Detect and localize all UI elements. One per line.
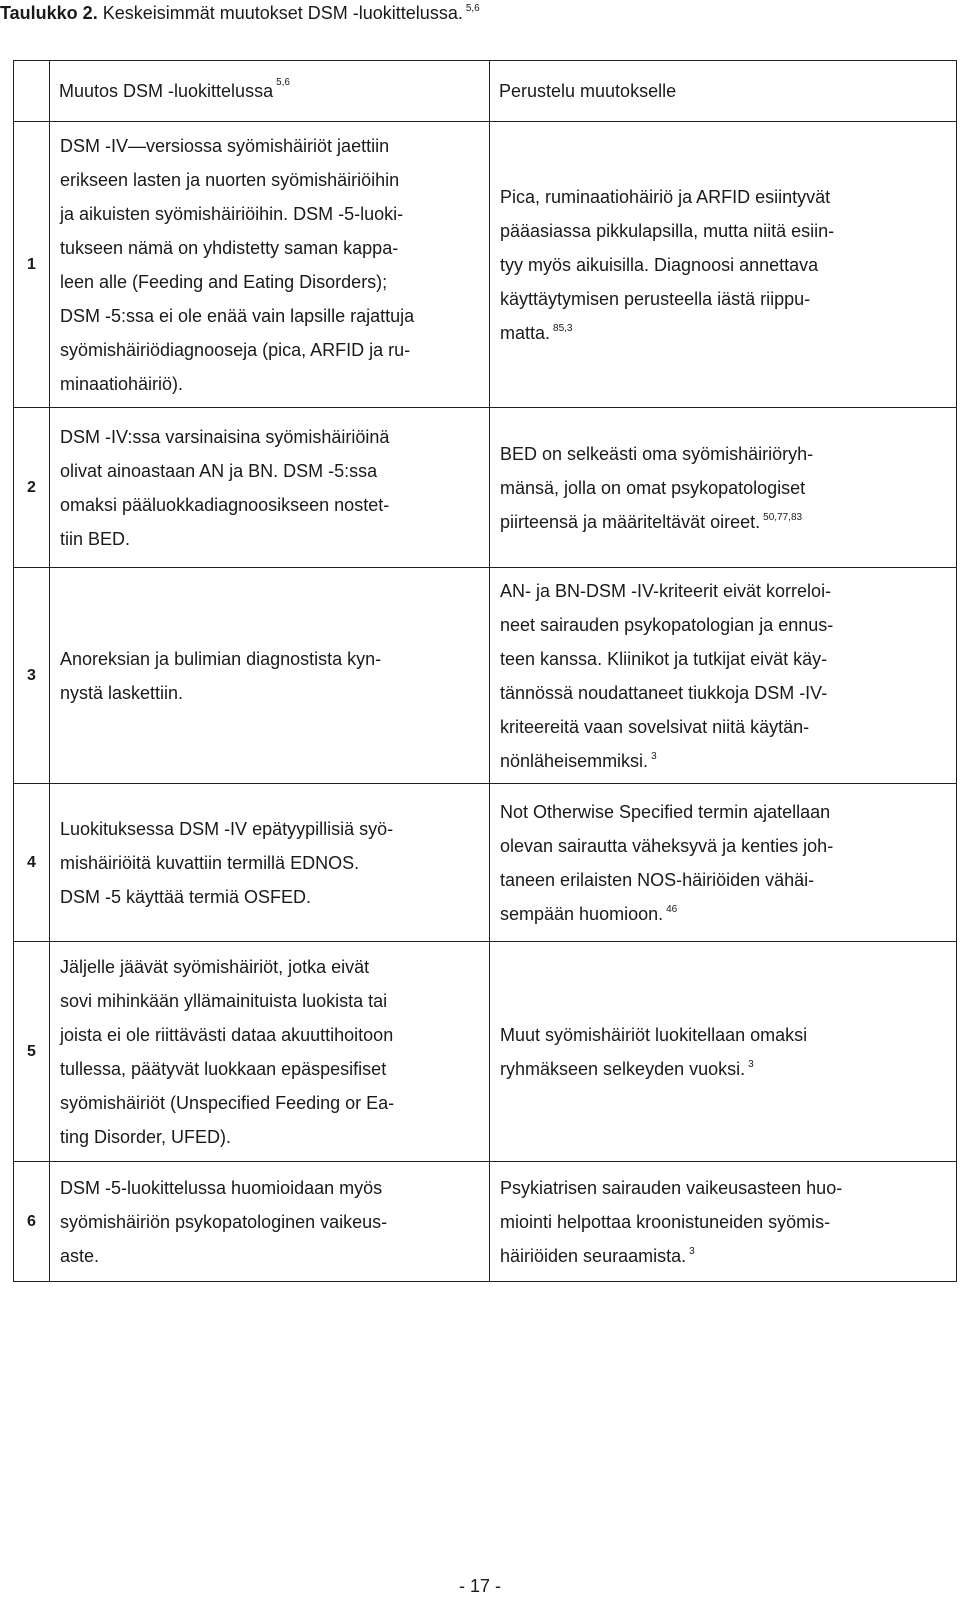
table-row: [14, 408, 957, 568]
reason-reference: 50,77,83: [763, 511, 803, 523]
table-row: [14, 942, 957, 1162]
header-reason-label: Perustelu muutokselle: [499, 80, 677, 101]
change-text: Jäljelle jäävät syömishäiriöt, jotka eivät sovi mihinkään yllämainituista luokista tai joista ei ole riittävästi dataa akuuttihoitoon tullessa, päätyvät luokkaan epäspesifiset syömishäiriöt (Unspecified Feeding or Ea- ting Disorder, UFED).: [60, 956, 395, 1147]
table-row: [14, 1162, 957, 1282]
header-change-reference: 5,6: [276, 76, 290, 88]
change-cell: [50, 1162, 490, 1282]
header-number-cell: [14, 61, 50, 122]
reason-text: BED on selkeästi oma syömishäiriöryh- mänsä, jolla on omat psykopatologiset piirteensä ja määriteltävät oireet.: [500, 443, 814, 532]
row-number: 4: [14, 784, 50, 942]
change-text: Anoreksian ja bulimian diagnostista kyn- nystä laskettiin.: [60, 648, 382, 703]
header-reason-cell: [490, 61, 957, 122]
table-header-row: [14, 61, 957, 122]
table-row: [14, 568, 957, 784]
page-number: - 17 -: [458, 1576, 501, 1596]
dsm-changes-table: [13, 60, 957, 1282]
reason-text: Muut syömishäiriöt luokitellaan omaksi ryhmäkseen selkeyden vuoksi.: [500, 1024, 808, 1079]
row-number: 6: [14, 1162, 50, 1282]
change-text: DSM -IV:ssa varsinaisina syömishäiriöinä olivat ainoastaan AN ja BN. DSM -5:ssa omaksi pääluokkadiagnoosikseen nostet- tiin BED.: [60, 426, 390, 549]
table-caption: [0, 0, 480, 26]
table-row: [14, 122, 957, 408]
reason-cell: [490, 784, 957, 942]
header-change-label: Muutos DSM -luokittelussa: [59, 80, 274, 101]
reason-reference: 3: [651, 750, 657, 762]
change-cell: [50, 784, 490, 942]
reason-cell: [490, 568, 957, 784]
row-number: 5: [14, 942, 50, 1162]
change-cell: [50, 122, 490, 408]
reason-cell: [490, 942, 957, 1162]
caption-label: Taulukko 2.: [0, 3, 98, 23]
change-text: Luokituksessa DSM -IV epätyypillisiä syö- mishäiriöitä kuvattiin termillä EDNOS. DSM -5 käyttää termiä OSFED.: [60, 818, 394, 907]
reason-text: Pica, ruminaatiohäiriö ja ARFID esiintyvät pääasiassa pikkulapsilla, mutta niitä esiin- tyy myös aikuisilla. Diagnoosi annettava käyttäytymisen perusteella iästä riippu- matta.: [500, 186, 835, 343]
reason-cell: [490, 1162, 957, 1282]
caption-text: Keskeisimmät muutokset DSM -luokittelussa.: [102, 3, 463, 23]
table-row: [14, 784, 957, 942]
header-change-cell: [50, 61, 490, 122]
change-text: DSM -5-luokittelussa huomioidaan myös syömishäiriön psykopatologinen vaikeus- aste.: [60, 1177, 388, 1266]
row-number: 2: [14, 408, 50, 568]
reason-text: Not Otherwise Specified termin ajatellaan olevan sairautta väheksyvä ja kenties joh- taneen erilaisten NOS-häiriöiden vähäi- sempään huomioon.: [500, 801, 834, 924]
reason-reference: 85,3: [553, 322, 573, 334]
reason-text: Psykiatrisen sairauden vaikeusasteen huo- miointi helpottaa kroonistuneiden syömis- häiriöiden seuraamista.: [500, 1177, 843, 1266]
change-cell: [50, 942, 490, 1162]
reason-reference: 3: [748, 1058, 754, 1070]
row-number: 1: [14, 122, 50, 408]
caption-reference: 5,6: [465, 3, 480, 14]
reason-cell: [490, 122, 957, 408]
change-cell: [50, 408, 490, 568]
reason-cell: [490, 408, 957, 568]
reason-reference: 46: [666, 903, 678, 915]
row-number: 3: [14, 568, 50, 784]
reason-reference: 3: [689, 1245, 695, 1257]
reason-text: AN- ja BN-DSM -IV-kriteerit eivät korreloi- neet sairauden psykopatologian ja ennus- teen kanssa. Kliinikot ja tutkijat eivät käy- tännössä noudattaneet tiukkoja DSM -IV- kriteereitä vaan sovelsivat niitä käytän- nönläheisemmiksi.: [500, 580, 834, 771]
change-text: DSM -IV—versiossa syömishäiriöt jaettiin erikseen lasten ja nuorten syömishäiriöihin ja aikuisten syömishäiriöihin. DSM -5-luoki- tukseen nämä on yhdistetty saman kappa- leen alle (Feeding and Eating Disorders); DSM -5:ssa ei ole enää vain lapsille rajattuja syömishäiriödiagnooseja (pica, ARFID ja ru- minaatiohäiriö).: [60, 135, 415, 394]
change-cell: [50, 568, 490, 784]
